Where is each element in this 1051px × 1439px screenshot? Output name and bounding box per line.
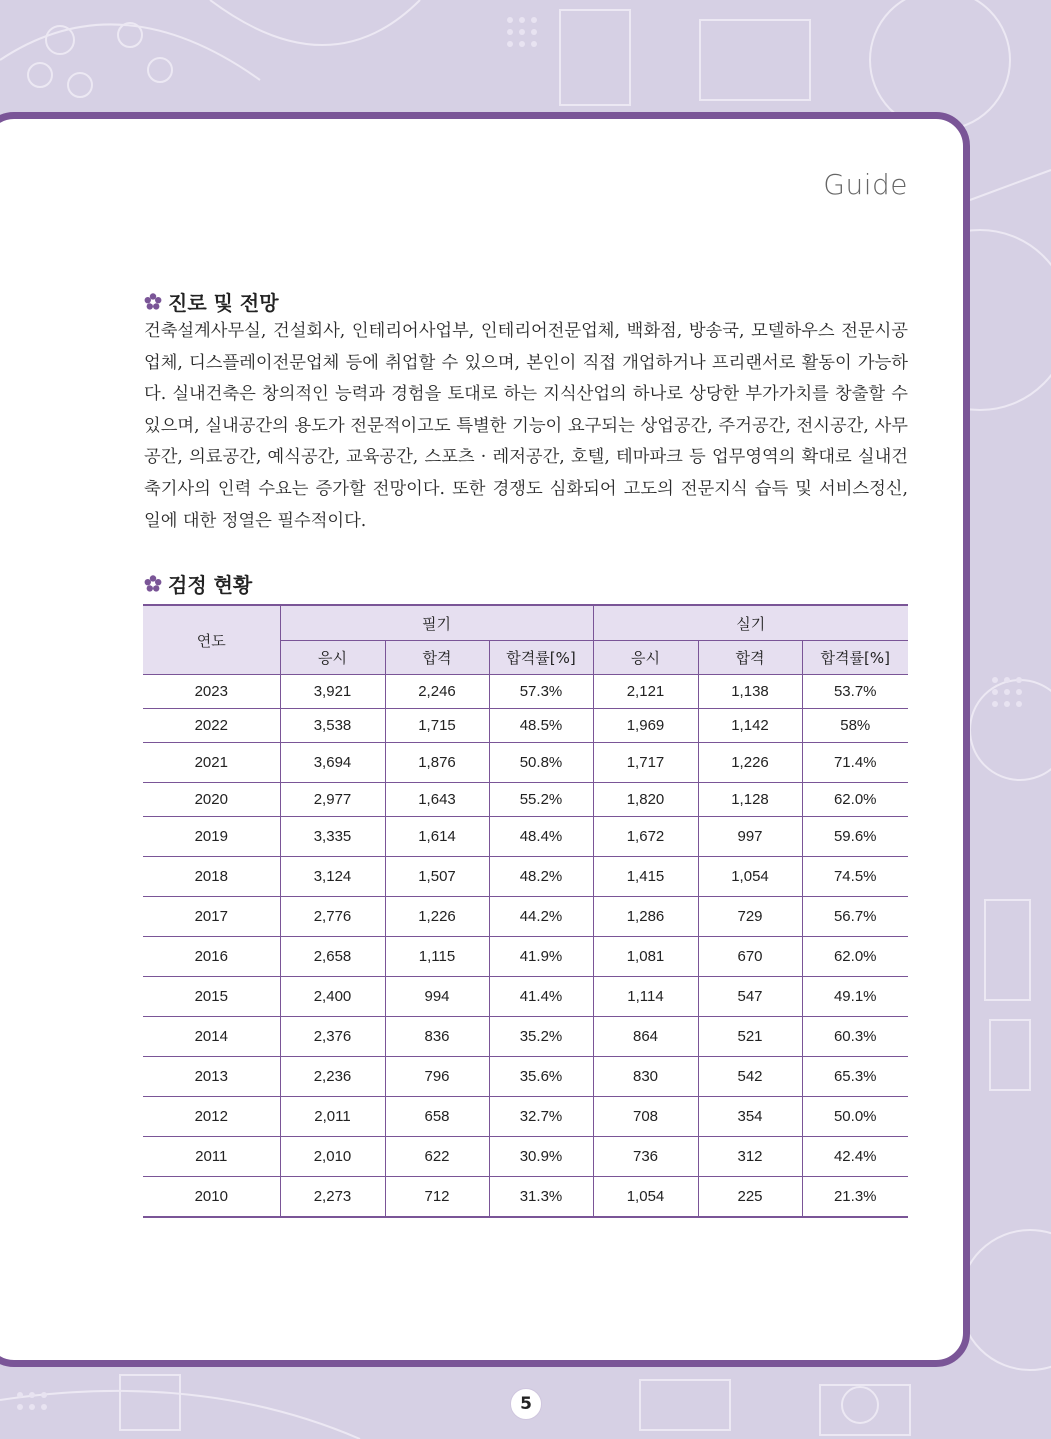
cell-written-applicants: 2,273 [280,1177,385,1218]
table-row [143,1017,908,1057]
cell-written-rate: 48.4% [489,817,593,857]
col-year-header: 연도 [143,605,280,675]
exam-stats-table [143,604,908,1218]
cell-practical-applicants: 1,286 [593,897,698,937]
cell-year: 2017 [143,897,280,937]
table-row [143,743,908,783]
cell-practical-applicants: 2,121 [593,675,698,709]
practical-applicants-header: 응시 [593,641,698,675]
written-group-header: 필기 [280,605,593,641]
cell-written-passed: 1,614 [385,817,489,857]
cell-practical-applicants: 1,415 [593,857,698,897]
cell-practical-passed: 670 [698,937,802,977]
cell-written-passed: 1,643 [385,783,489,817]
cell-written-passed: 658 [385,1097,489,1137]
cell-practical-applicants: 1,114 [593,977,698,1017]
cell-written-applicants: 2,376 [280,1017,385,1057]
cell-written-passed: 796 [385,1057,489,1097]
cell-practical-passed: 547 [698,977,802,1017]
cell-written-rate: 35.2% [489,1017,593,1057]
cell-written-rate: 32.7% [489,1097,593,1137]
cell-practical-rate: 60.3% [802,1017,908,1057]
cell-written-rate: 48.5% [489,709,593,743]
cell-written-rate: 57.3% [489,675,593,709]
cell-written-rate: 35.6% [489,1057,593,1097]
cell-practical-rate: 62.0% [802,783,908,817]
cell-practical-applicants: 830 [593,1057,698,1097]
cell-written-applicants: 2,011 [280,1097,385,1137]
stats-heading-row [144,569,252,598]
cell-practical-rate: 59.6% [802,817,908,857]
cell-year: 2010 [143,1177,280,1218]
table-row [143,783,908,817]
table-row [143,977,908,1017]
cell-written-applicants: 2,400 [280,977,385,1017]
table-row [143,1137,908,1177]
table-row [143,897,908,937]
cell-written-applicants: 2,010 [280,1137,385,1177]
cell-practical-rate: 49.1% [802,977,908,1017]
cell-practical-rate: 21.3% [802,1177,908,1218]
cell-practical-passed: 354 [698,1097,802,1137]
cell-written-rate: 48.2% [489,857,593,897]
cell-written-applicants: 3,921 [280,675,385,709]
cell-written-rate: 55.2% [489,783,593,817]
cell-written-passed: 712 [385,1177,489,1218]
cell-practical-rate: 74.5% [802,857,908,897]
cell-year: 2013 [143,1057,280,1097]
cell-year: 2020 [143,783,280,817]
cell-year: 2015 [143,977,280,1017]
cell-year: 2018 [143,857,280,897]
cell-practical-rate: 50.0% [802,1097,908,1137]
cell-year: 2011 [143,1137,280,1177]
cell-practical-applicants: 1,672 [593,817,698,857]
cell-written-rate: 31.3% [489,1177,593,1218]
cell-written-passed: 1,115 [385,937,489,977]
cell-written-applicants: 3,694 [280,743,385,783]
cell-written-rate: 41.4% [489,977,593,1017]
table-row [143,817,908,857]
cell-written-applicants: 2,977 [280,783,385,817]
cell-year: 2021 [143,743,280,783]
cell-practical-rate: 58% [802,709,908,743]
table-row [143,937,908,977]
table-row [143,1177,908,1218]
cell-written-rate: 30.9% [489,1137,593,1177]
cell-written-applicants: 3,335 [280,817,385,857]
cell-practical-passed: 1,128 [698,783,802,817]
cell-practical-rate: 65.3% [802,1057,908,1097]
cell-written-rate: 44.2% [489,897,593,937]
cell-written-applicants: 2,236 [280,1057,385,1097]
page-number: 5 [510,1388,542,1420]
cell-written-rate: 50.8% [489,743,593,783]
cell-written-applicants: 3,538 [280,709,385,743]
cell-practical-applicants: 1,717 [593,743,698,783]
written-passed-header: 합격 [385,641,489,675]
cell-practical-rate: 42.4% [802,1137,908,1177]
cell-year: 2022 [143,709,280,743]
cell-practical-passed: 1,054 [698,857,802,897]
cell-practical-rate: 56.7% [802,897,908,937]
guide-title: Guide [823,168,908,201]
cell-practical-applicants: 1,054 [593,1177,698,1218]
career-paragraph: 건축설계사무실, 건설회사, 인테리어사업부, 인테리어전문업체, 백화점, 방송국, 모델하우스 전문시공업체, 디스플레이전문업체 등에 취업할 수 있으며, 본인이 직접 개업하거나 프리랜서로 활동이 가능하다. 실내건축은 창의적인 능력과 경험을 토대로 하는 지식산업의 하나로 상당한 부가가치를 창출할 수 있으며, 실내공간의 용도가 전문적이고도 특별한 기능이 요구되는 상업공간, 주거공간, 전시공간, 사무공간, 의료공간, 예식공간, 교육공간, 스포츠 · 레저공간, 호텔, 테마파크 등 업무영역의 확대로 실내건축기사의 인력 수요는 증가할 전망이다. 또한 경쟁도 심화되어 고도의 전문지식 습득 및 서비스정신, 일에 대한 정열은 필수적이다. [144,321,908,531]
cell-practical-passed: 997 [698,817,802,857]
cell-written-passed: 622 [385,1137,489,1177]
career-heading: 진로 및 전망 [168,291,279,315]
cell-practical-passed: 225 [698,1177,802,1218]
cell-written-passed: 1,715 [385,709,489,743]
cell-practical-passed: 729 [698,897,802,937]
table-row [143,675,908,709]
cell-written-passed: 836 [385,1017,489,1057]
cell-written-passed: 1,507 [385,857,489,897]
table-row [143,1057,908,1097]
cell-year: 2016 [143,937,280,977]
cell-practical-passed: 1,142 [698,709,802,743]
cell-practical-applicants: 1,081 [593,937,698,977]
cell-practical-applicants: 1,969 [593,709,698,743]
written-applicants-header: 응시 [280,641,385,675]
practical-passed-header: 합격 [698,641,802,675]
stats-table-body [143,675,908,1218]
cell-practical-passed: 521 [698,1017,802,1057]
cell-written-applicants: 3,124 [280,857,385,897]
table-row [143,857,908,897]
practical-group-header: 실기 [593,605,908,641]
flower-icon [144,293,162,311]
cell-year: 2012 [143,1097,280,1137]
cell-written-passed: 994 [385,977,489,1017]
cell-practical-applicants: 864 [593,1017,698,1057]
cell-practical-rate: 53.7% [802,675,908,709]
written-rate-header: 합격률[%] [489,641,593,675]
cell-year: 2014 [143,1017,280,1057]
cell-written-applicants: 2,658 [280,937,385,977]
career-heading-row [144,287,279,316]
cell-written-rate: 41.9% [489,937,593,977]
cell-year: 2023 [143,675,280,709]
cell-written-applicants: 2,776 [280,897,385,937]
cell-written-passed: 1,876 [385,743,489,783]
cell-practical-passed: 1,138 [698,675,802,709]
cell-practical-applicants: 736 [593,1137,698,1177]
practical-rate-header: 합격률[%] [802,641,908,675]
cell-practical-applicants: 708 [593,1097,698,1137]
cell-written-passed: 2,246 [385,675,489,709]
cell-practical-rate: 62.0% [802,937,908,977]
cell-written-passed: 1,226 [385,897,489,937]
cell-practical-applicants: 1,820 [593,783,698,817]
flower-icon [144,575,162,593]
table-row [143,709,908,743]
cell-year: 2019 [143,817,280,857]
table-row [143,1097,908,1137]
stats-heading: 검정 현황 [168,573,253,597]
cell-practical-passed: 542 [698,1057,802,1097]
cell-practical-rate: 71.4% [802,743,908,783]
cell-practical-passed: 1,226 [698,743,802,783]
cell-practical-passed: 312 [698,1137,802,1177]
